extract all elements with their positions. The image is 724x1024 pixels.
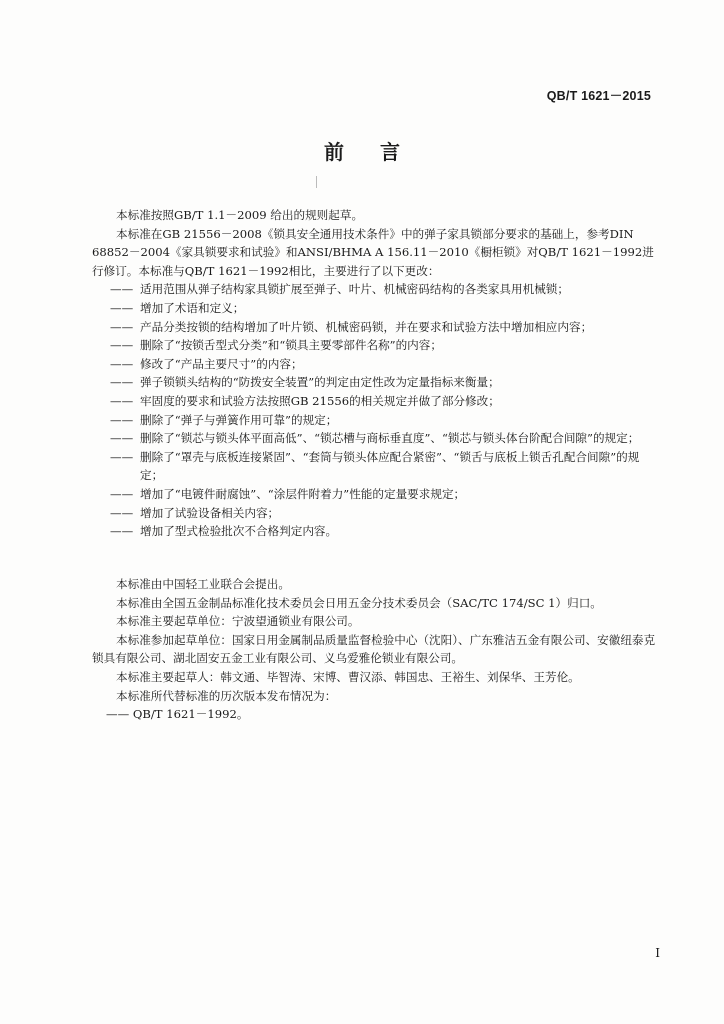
list-item: —— 删除了“按锁舌型式分类”和“锁具主要零部件名称”的内容； xyxy=(110,338,442,353)
intro-paragraph-2: 本标准在GB 21556－2008《锁具安全通用技术条件》中的弹子家具锁部分要求的基础上，参考DIN 68852－2004《家具锁要求和试验》和ANSI/BHMA A 156.11－2010《橱柜锁》对QB/T 1621－1992进行修订。本标准与QB/T 1621－1992相比，主要进行了以下更改： xyxy=(92,226,654,278)
list-item: —— 增加了试验设备相关内容； xyxy=(110,505,280,520)
intro-paragraph-1: 本标准按照GB/T 1.1－2009 给出的规则起草。 xyxy=(116,208,364,222)
list-item: —— 适用范围从弹子结构家具锁扩展至弹子、叶片、机械密码结构的各类家具用机械锁； xyxy=(110,282,569,297)
title-char-1: 前 xyxy=(324,140,344,164)
history-intro: 本标准所代替标准的历次版本发布情况为： xyxy=(116,688,337,703)
list-item: —— 删除了“锁芯与锁头体平面高低”、“锁芯槽与商标垂直度”、“锁芯与锁头体台阶配合间隙”的规定； xyxy=(110,431,640,446)
proposed-by: 本标准由中国轻工业联合会提出。 xyxy=(116,577,290,591)
title-char-2: 言 xyxy=(380,140,400,164)
list-item: —— 牢固度的要求和试验方法按照GB 21556的相关规定并做了部分修改； xyxy=(110,393,500,408)
centralized-by: 本标准由全国五金制品标准化技术委员会日用五金分技术委员会（SAC/TC 174/SC 1）归口。 xyxy=(116,595,602,610)
list-item: —— 修改了“产品主要尺寸”的内容； xyxy=(110,356,303,371)
list-item: —— 删除了“罩壳与底板连接紧固”、“套筒与锁头体应配合紧密”、“锁舌与底板上锁舌孔配合间隙”的规定； xyxy=(110,449,640,483)
page-title xyxy=(0,136,724,165)
participating-units: 本标准参加起草单位：国家日用金属制品质量监督检验中心（沈阳）、广东雅洁五金有限公司、安徽纽泰克锁具有限公司、湖北固安五金工业有限公司、义乌爱雅伦锁业有限公司。 xyxy=(92,632,656,666)
scan-mark xyxy=(316,176,317,188)
standard-code: QB/T 1621－2015 xyxy=(546,89,651,103)
list-item: —— 产品分类按锁的结构增加了叶片锁、机械密码锁，并在要求和试验方法中增加相应内容； xyxy=(110,319,593,334)
page-number: I xyxy=(655,946,660,960)
intro-section xyxy=(92,206,658,541)
list-item: —— 弹子锁锁头结构的“防拨安全装置”的判定由定性改为定量指标来衡量； xyxy=(110,375,500,390)
info-section xyxy=(92,575,658,724)
drafters: 本标准主要起草人：韩文通、毕智涛、宋博、曹汉添、韩国忠、王裕生、刘保华、王芳伦。 xyxy=(116,669,580,684)
list-item: —— 增加了“电镀件耐腐蚀”、“涂层件附着力”性能的定量要求规定； xyxy=(110,486,466,501)
drafting-unit: 本标准主要起草单位：宁波望通锁业有限公司。 xyxy=(116,614,360,629)
history-item: —— QB/T 1621－1992。 xyxy=(106,707,249,722)
list-item: —— 增加了型式检验批次不合格判定内容。 xyxy=(110,524,338,539)
list-item: —— 增加了术语和定义； xyxy=(110,300,245,315)
list-item: —— 删除了“弹子与弹簧作用可靠”的规定； xyxy=(110,412,338,427)
changes-list xyxy=(92,280,658,540)
